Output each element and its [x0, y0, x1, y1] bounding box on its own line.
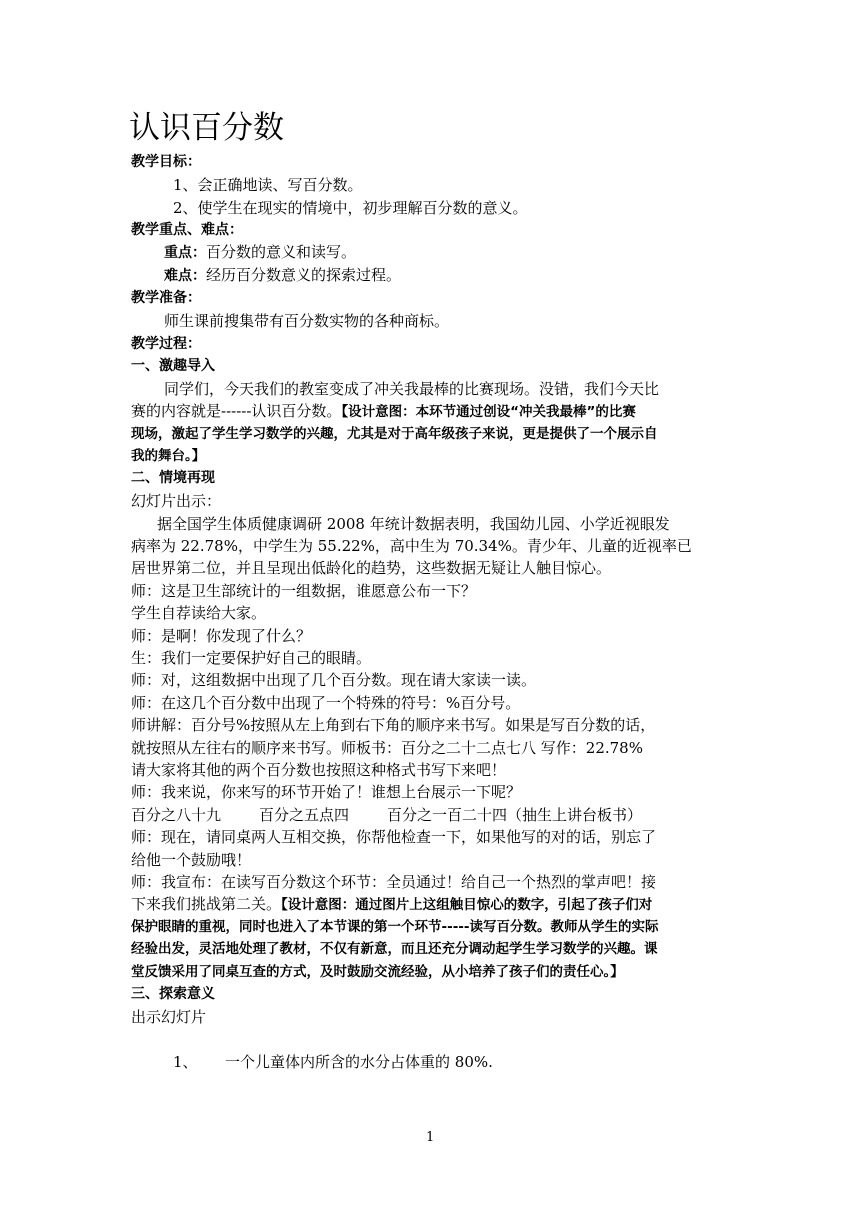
paragraph-line: 据全国学生体质健康调研 2008 年统计数据表明，我国幼儿园、小学近视眼发: [157, 515, 670, 533]
paragraph-line: 学生自荐读给大家。: [131, 604, 267, 622]
paragraph-line: 出示幻灯片: [131, 1008, 207, 1026]
list-item-text: 一个儿童体内所含的水分占体重的 80%.: [225, 1053, 493, 1071]
paragraph-line: 师讲解：百分号%按照从左上角到右下角的顺序来书写。如果是写百分数的话，: [131, 716, 656, 734]
percent-word: 百分之八十九: [131, 806, 222, 824]
paragraph-line: 师：是啊！你发现了什么？: [131, 627, 312, 645]
design-intent-line: 经验出发，灵活地处理了教材，不仅有新意，而且还充分调动起学生学习数学的兴趣。课: [131, 941, 658, 957]
process-heading: 教学过程：: [131, 336, 201, 352]
paragraph-line: 就按照从左往右的顺序来书写。师板书：百分之二十二点七八 写作：22.78%: [131, 739, 643, 757]
design-intent-text: 【设计意图：本环节通过创设“冲关我最棒”的比赛: [341, 404, 636, 420]
paragraph-line: 居世界第二位，并且呈现出低龄化的趋势，这些数据无疑让人触目惊心。: [131, 559, 612, 577]
section-heading: 二、情境再现: [131, 470, 215, 486]
paragraph-line: [131, 893, 652, 916]
paragraph-line: 给他一个鼓励哦！: [131, 851, 252, 869]
prep-heading: 教学准备：: [131, 290, 201, 306]
goal-item: 2、使学生在现实的情境中，初步理解百分数的意义。: [173, 199, 528, 217]
page-title: 认识百分数: [129, 110, 284, 146]
section-heading: 一、激趣导入: [131, 358, 215, 374]
design-intent-line: 堂反馈采用了同桌互查的方式，及时鼓励交流经验，从小培养了孩子们的责任心。】: [131, 964, 624, 980]
paragraph-line: 师：我来说，你来写的环节开始了！谁想上台展示一下呢？: [131, 783, 522, 801]
paragraph-line: 生：我们一定要保护好自己的眼睛。: [131, 649, 372, 667]
key-text: 百分数的意义和读写。: [206, 243, 357, 261]
difficult-label: 难点：: [164, 268, 206, 284]
difficult-point: [164, 264, 401, 287]
difficult-text: 经历百分数意义的探索过程。: [206, 266, 402, 284]
percent-word: 百分之一百二十四（抽生上讲台板书）: [387, 806, 643, 824]
design-intent-line: 我的舞台。】: [131, 448, 206, 464]
page-number: 1: [426, 1130, 435, 1145]
paragraph-line: [131, 804, 642, 826]
plain-text: 下来我们挑战第二关。: [131, 895, 282, 913]
paragraph-line: 病率为 22.78%，中学生为 55.22%，高中生为 70.34%。青少年、儿童的近视率已: [131, 537, 692, 555]
paragraph-line: 幻灯片出示：: [131, 492, 222, 510]
section-heading: 三、探索意义: [131, 986, 215, 1002]
goal-item: 1、会正确地读、写百分数。: [173, 176, 363, 194]
paragraph-line: 师：对，这组数据中出现了几个百分数。现在请大家读一读。: [131, 671, 537, 689]
percent-word: 百分之五点四: [259, 806, 350, 824]
plain-text: 赛的内容就是------认识百分数。: [131, 402, 342, 420]
paragraph-line: 师：我宣布：在读写百分数这个环节：全员通过！给自己一个热烈的掌声吧！接: [131, 873, 657, 891]
key-points-heading: 教学重点、难点：: [131, 222, 243, 238]
paragraph-line: 同学们，今天我们的教室变成了冲关我最棒的比赛现场。没错，我们今天比: [164, 380, 660, 398]
prep-text: 师生课前搜集带有百分数实物的各种商标。: [164, 312, 450, 330]
design-intent-line: 现场，激起了学生学习数学的兴趣，尤其是对于高年级孩子来说，更是提供了一个展示自: [131, 426, 658, 442]
paragraph-line: 师：在这几个百分数中出现了一个特殊的符号：%百分号。: [131, 694, 521, 712]
paragraph-line: 师：这是卫生部统计的一组数据，谁愿意公布一下？: [131, 582, 477, 600]
goals-heading: 教学目标：: [131, 154, 201, 170]
list-item-number: 1、: [173, 1053, 198, 1071]
paragraph-line: [131, 400, 636, 423]
key-label: 重点：: [164, 245, 206, 261]
paragraph-line: 请大家将其他的两个百分数也按照这种格式书写下来吧！: [131, 761, 507, 779]
design-intent-text: 【设计意图：通过图片上这组触目惊心的数字，引起了孩子们对: [281, 897, 653, 913]
design-intent-line: 保护眼睛的重视，同时也进入了本节课的第一个环节-----读写百分数。教师从学生的实际: [131, 919, 659, 935]
paragraph-line: 师：现在，请同桌两人互相交换，你帮他检查一下，如果他写的对的话，别忘了: [131, 828, 657, 846]
key-point: [164, 241, 356, 264]
